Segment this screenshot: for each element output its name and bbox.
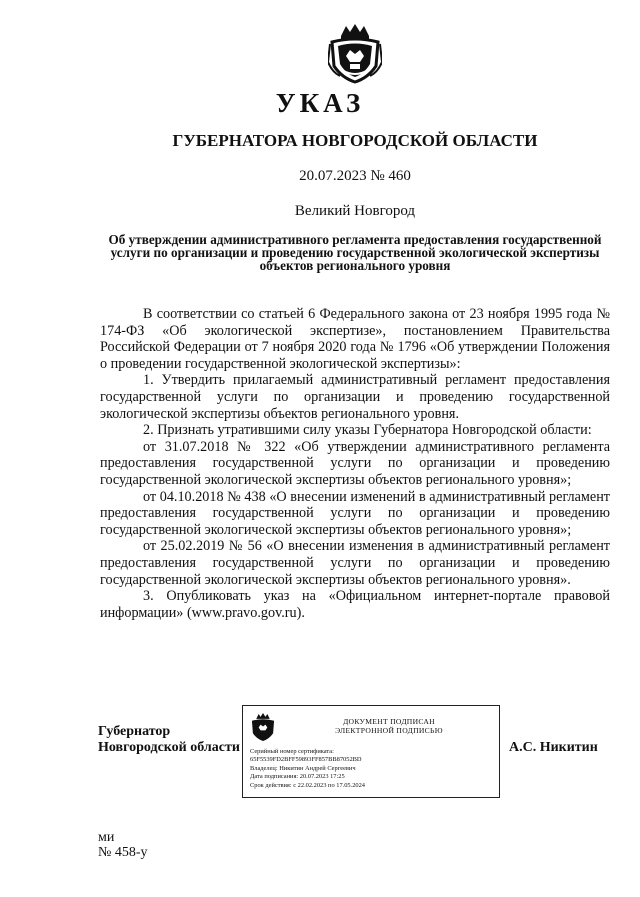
document-footer (98, 830, 148, 860)
footer-initials: ми (98, 830, 115, 845)
signatory-position-line2: Новгородской области (98, 740, 240, 755)
coat-of-arms-emblem (328, 22, 382, 84)
signatory-position (98, 724, 240, 756)
paragraph-item-1: 1. Утвердить прилагаемый административный регламент предоставления государственной услуги по организации и проведению государственной экологической экспертизы объектов регионального уровня. (100, 372, 610, 422)
paragraph-preamble: В соответствии со статьей 6 Федерального закона от 23 ноября 1995 года № 174-ФЗ «Об экологической экспертизе», постановлением Правительства Российской Федерации от 7 ноября 2020 года № 1796 «Об утверждении Положения о проведении государственной экологической экспертизы»: (100, 306, 610, 372)
stamp-coat-of-arms-icon (250, 712, 276, 742)
paragraph-item-3: 3. Опубликовать указ на «Официальном интернет-портале правовой информации» (www.pravo.gov.ru). (100, 588, 610, 621)
decree-heading: Об утверждении административного регламента предоставления государственной услуги по организации и проведению государственной экологической экспертизы объектов регионального уровня (108, 232, 602, 273)
decree-subtitle: ГУБЕРНАТОРА НОВГОРОДСКОЙ ОБЛАСТИ (172, 131, 538, 150)
paragraph-repealed-2018-322: от 31.07.2018 № 322 «Об утверждении административного регламента предоставления государственной услуги по организации и проведению государственной экологической экспертизы объектов регионального уровня»; (100, 438, 610, 488)
paragraph-item-2: 2. Признать утратившими силу указы Губернатора Новгородской области: (143, 422, 592, 439)
stamp-title-line1: ДОКУМЕНТ ПОДПИСАН (343, 717, 435, 726)
stamp-title (289, 717, 489, 735)
signatory-name: А.С. Никитин (509, 740, 598, 755)
paragraph-repealed-2018-438: от 04.10.2018 № 438 «О внесении изменений в административный регламент предоставления государственной услуги по организации и проведению государственной экологической экспертизы объектов регионального уровня»; (100, 488, 610, 538)
stamp-cert-label: Серийный номер сертификата: (250, 748, 334, 755)
signatory-position-line1: Губернатор (98, 724, 171, 739)
stamp-validity: Срок действия: с 22.02.2023 по 17.05.2024 (250, 781, 366, 789)
stamp-owner: Владелец: Никитин Андрей Сергеевич (250, 764, 356, 772)
paragraph-repealed-2019-56: от 25.02.2019 № 56 «О внесении изменения в административный регламент предоставления государственной услуги по организации и проведению государственной экологической экспертизы объектов регионального уровня». (100, 538, 610, 588)
electronic-signature-stamp (242, 705, 500, 798)
footer-registration-number: № 458-у (98, 845, 148, 860)
stamp-cert-number: 65F5539FD2BFF59893FF857BB87052BD (250, 756, 362, 764)
decree-title: УКАЗ (275, 88, 365, 118)
stamp-title-line2: ЭЛЕКТРОННОЙ ПОДПИСЬЮ (335, 726, 443, 735)
decree-city: Великий Новгород (294, 203, 416, 219)
decree-date-number: 20.07.2023 № 460 (299, 168, 411, 184)
stamp-details (250, 748, 365, 790)
stamp-signed-date: Дата подписания: 20.07.2023 17:25 (250, 773, 345, 781)
decree-body (100, 306, 610, 621)
